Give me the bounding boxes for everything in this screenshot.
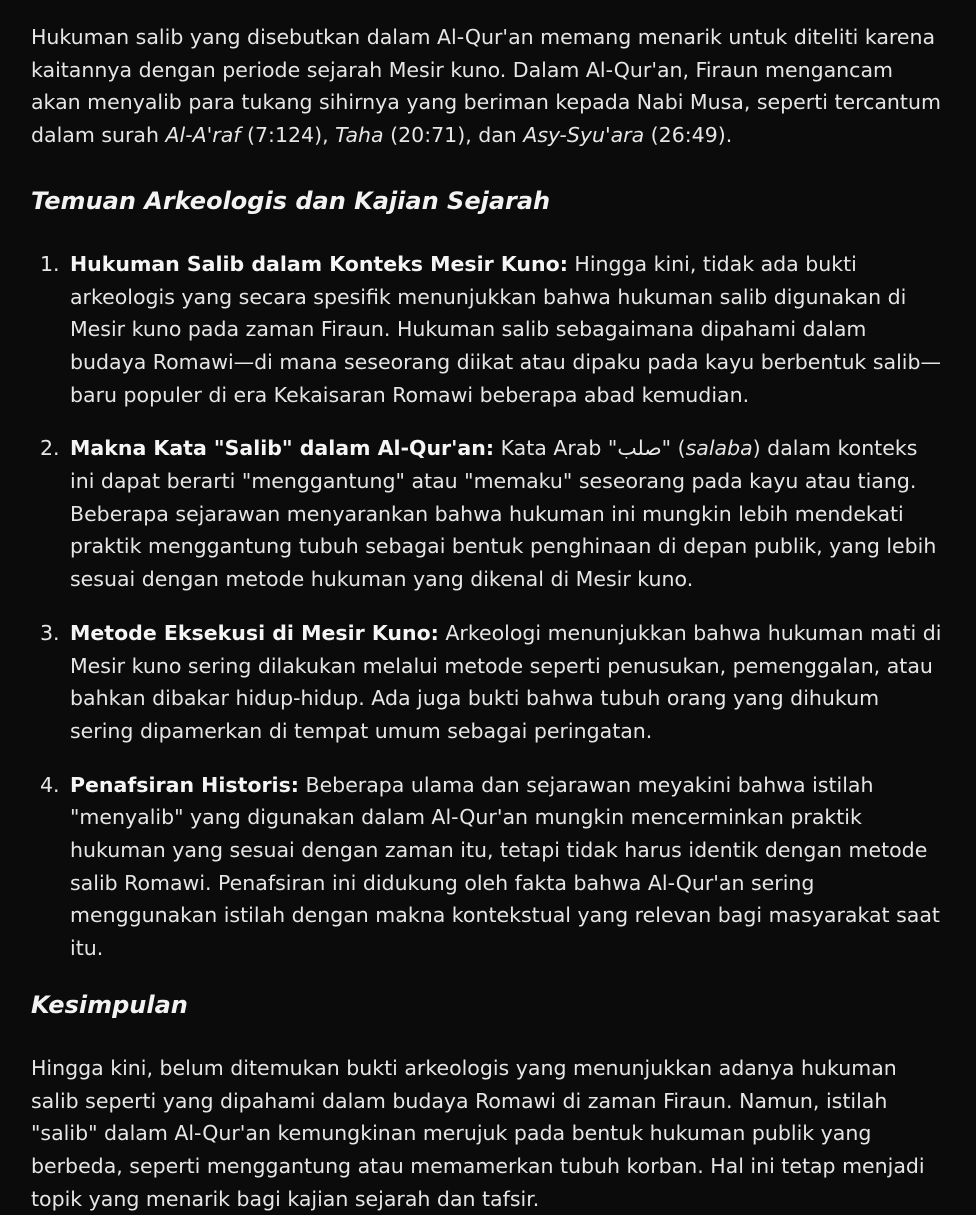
list-item-text: Beberapa ulama dan sejarawan meyakini bahwa istilah "menyalib" yang digunakan dalam Al-Qur'an mungkin mencerminkan praktik hukuman yang sesuai dengan zaman itu, tetapi tidak harus identik dengan metode salib Romawi. Penafsiran ini didukung oleh fakta bahwa Al-Qur'an sering menggunakan istilah dengan makna kontekstual yang relevan bagi masyarakat saat itu. <box>70 772 940 961</box>
list-number: 2. <box>40 436 60 461</box>
list-item-title: Metode Eksekusi di Mesir Kuno: <box>70 620 439 645</box>
surah-ref-taha: Taha <box>335 123 384 148</box>
list-number: 3. <box>40 620 60 645</box>
transliteration: salaba <box>685 436 753 461</box>
arabic-word: صلب <box>617 436 662 461</box>
list-item-text: ) dalam konteks ini dapat berarti "menggantung" atau "memaku" seseorang pada kayu atau tiang. Beberapa sejarawan menyarankan bahwa hukuman ini mungkin lebih mendekati praktik menggantung tubuh sebagai bentuk penghinaan di depan publik, yang lebih sesuai dengan metode hukuman yang dikenal di Mesir kuno. <box>70 436 937 592</box>
list-item-text: " ( <box>661 436 686 461</box>
list-item-text: Hingga kini, tidak ada bukti arkeologis yang secara spesifik menunjukkan bahwa hukuman salib digunakan di Mesir kuno pada zaman Firaun. Hukuman salib sebagaimana dipahami dalam budaya Romawi—di mana seseorang diikat atau dipaku pada kayu berbentuk salib—baru populer di era Kekaisaran Romawi beberapa abad kemudian. <box>70 251 941 407</box>
list-item <box>31 769 946 965</box>
list-item-title: Hukuman Salib dalam Konteks Mesir Kuno: <box>70 251 568 276</box>
list-item-title: Penafsiran Historis: <box>70 772 299 797</box>
list-item <box>31 617 946 748</box>
intro-text: (7:124), <box>240 123 336 148</box>
list-item <box>31 432 946 596</box>
list-item-text: Kata Arab " <box>494 436 618 461</box>
list-item-title: Makna Kata "Salib" dalam Al-Qur'an: <box>70 436 495 461</box>
intro-text: (26:49). <box>644 123 733 148</box>
intro-text: Hukuman salib yang disebutkan dalam Al-Qur'an memang menarik untuk diteliti karena kaitannya dengan periode sejarah Mesir kuno. Dalam Al-Qur'an, Firaun mengancam akan menyalib para tukang sihirnya yang beriman kepada Nabi Musa, seperti tercantum dalam surah <box>31 25 941 148</box>
surah-ref-asy-syuara: Asy-Syu'ara <box>523 123 645 148</box>
findings-list <box>31 248 946 965</box>
surah-ref-al-araf: Al-A'raf <box>165 123 241 148</box>
list-number: 4. <box>40 772 60 797</box>
intro-text: (20:71), dan <box>383 123 524 148</box>
intro-paragraph <box>31 21 946 152</box>
list-number: 1. <box>40 251 60 276</box>
conclusion-paragraph: Hingga kini, belum ditemukan bukti arkeologis yang menunjukkan adanya hukuman salib seperti yang dipahami dalam budaya Romawi di zaman Firaun. Namun, istilah "salib" dalam Al-Qur'an kemungkinan merujuk pada bentuk hukuman publik yang berbeda, seperti menggantung atau memamerkan tubuh korban. Hal ini tetap menjadi topik yang menarik bagi kajian sejarah dan tafsir. <box>31 1055 925 1211</box>
section-heading-kesimpulan: Kesimpulan <box>31 990 188 1019</box>
list-item <box>31 248 946 412</box>
list-item-text: Arkeologi menunjukkan bahwa hukuman mati di Mesir kuno sering dilakukan melalui metode seperti penusukan, pemenggalan, atau bahkan dibakar hidup-hidup. Ada juga bukti bahwa tubuh orang yang dihukum sering dipamerkan di tempat umum sebagai peringatan. <box>70 620 942 743</box>
section-heading-temuan: Temuan Arkeologis dan Kajian Sejarah <box>31 186 551 215</box>
